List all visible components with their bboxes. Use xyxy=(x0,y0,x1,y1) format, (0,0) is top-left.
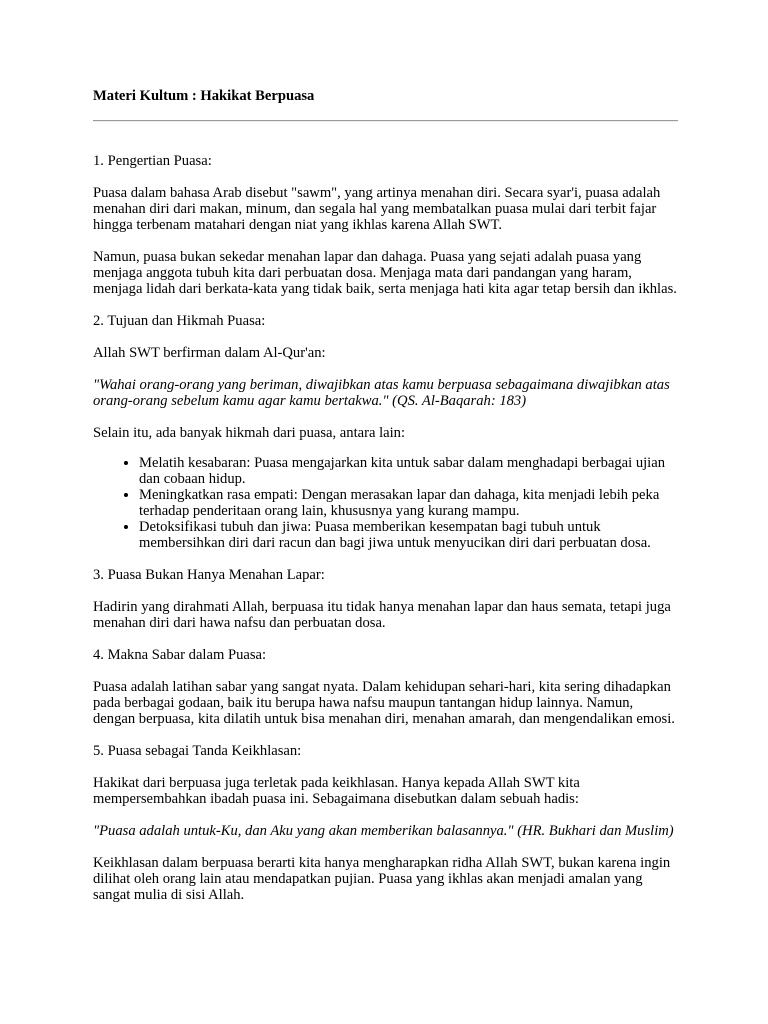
hikmah-list xyxy=(93,455,678,551)
document-page xyxy=(93,86,678,903)
section-2-heading: 2. Tujuan dan Hikmah Puasa: xyxy=(93,313,266,329)
list-item: • Melatih kesabaran: Puasa mengajarkan kita untuk sabar dalam menghadapi berbagai ujian dan cobaan hidup. xyxy=(139,455,678,487)
section-2-paragraph-2: Selain itu, ada banyak hikmah dari puasa, antara lain: xyxy=(93,425,406,441)
list-item: • Detoksifikasi tubuh dan jiwa: Puasa memberikan kesempatan bagi tubuh untuk membersihkan diri dari racun dan bagi jiwa untuk menyucikan diri dari perbuatan dosa. xyxy=(139,519,678,551)
section-3-heading: 3. Puasa Bukan Hanya Menahan Lapar: xyxy=(93,567,325,583)
section-1-paragraph-2: Namun, puasa bukan sekedar menahan lapar dan dahaga. Puasa yang sejati adalah puasa yang menjaga anggota tubuh kita dari perbuatan dosa. Menjaga mata dari pandangan yang haram, menjaga lidah dari berkata-kata yang tidak baik, serta menjaga hati kita agar tetap bersih dan ikhlas. xyxy=(93,249,677,297)
document-title: Materi Kultum : Hakikat Berpuasa xyxy=(93,88,315,104)
section-1-paragraph-1: Puasa dalam bahasa Arab disebut "sawm", yang artinya menahan diri. Secara syar'i, puasa adalah menahan diri dari makan, minum, dan segala hal yang membatalkan puasa mulai dari terbit fajar hingga terbenam matahari dengan niat yang ikhlas karena Allah SWT. xyxy=(93,185,661,233)
section-2-quote xyxy=(93,377,678,409)
hadith-quote: "Puasa adalah untuk-Ku, dan Aku yang akan memberikan balasannya." (HR. Bukhari dan Muslim) xyxy=(93,823,674,839)
section-3-paragraph-1: Hadirin yang dirahmati Allah, berpuasa itu tidak hanya menahan lapar dan haus semata, tetapi juga menahan diri dari hawa nafsu dan perbuatan dosa. xyxy=(93,599,671,631)
section-4-paragraph-1: Puasa adalah latihan sabar yang sangat nyata. Dalam kehidupan sehari-hari, kita sering dihadapkan pada berbagai godaan, baik itu berupa hawa nafsu maupun tantangan hidup lainnya. Namun, dengan berpuasa, kita dilatih untuk bisa menahan diri, menahan amarah, dan mengendalikan emosi. xyxy=(93,679,675,727)
section-5-heading: 5. Puasa sebagai Tanda Keikhlasan: xyxy=(93,743,302,759)
section-1-heading: 1. Pengertian Puasa: xyxy=(93,153,212,169)
quran-quote: "Wahai orang-orang yang beriman, diwajibkan atas kamu berpuasa sebagaimana diwajibkan atas orang-orang sebelum kamu agar kamu bertakwa." (QS. Al-Baqarah: 183) xyxy=(93,377,670,409)
section-5-paragraph-1: Hakikat dari berpuasa juga terletak pada keikhlasan. Hanya kepada Allah SWT kita mempersembahkan ibadah puasa ini. Sebagaimana disebutkan dalam sebuah hadis: xyxy=(93,775,580,807)
section-2-paragraph-1: Allah SWT berfirman dalam Al-Qur'an: xyxy=(93,345,326,361)
section-5-paragraph-2: Keikhlasan dalam berpuasa berarti kita hanya mengharapkan ridha Allah SWT, bukan karena ingin dilihat oleh orang lain atau mendapatkan pujian. Puasa yang ikhlas akan menjadi amalan yang sangat mulia di sisi Allah. xyxy=(93,855,671,903)
title-divider xyxy=(93,120,678,122)
list-item: • Meningkatkan rasa empati: Dengan merasakan lapar dan dahaga, kita menjadi lebih peka terhadap penderitaan orang lain, khususnya yang kurang mampu. xyxy=(139,487,678,519)
section-4-heading: 4. Makna Sabar dalam Puasa: xyxy=(93,647,267,663)
section-5-quote xyxy=(93,823,678,839)
